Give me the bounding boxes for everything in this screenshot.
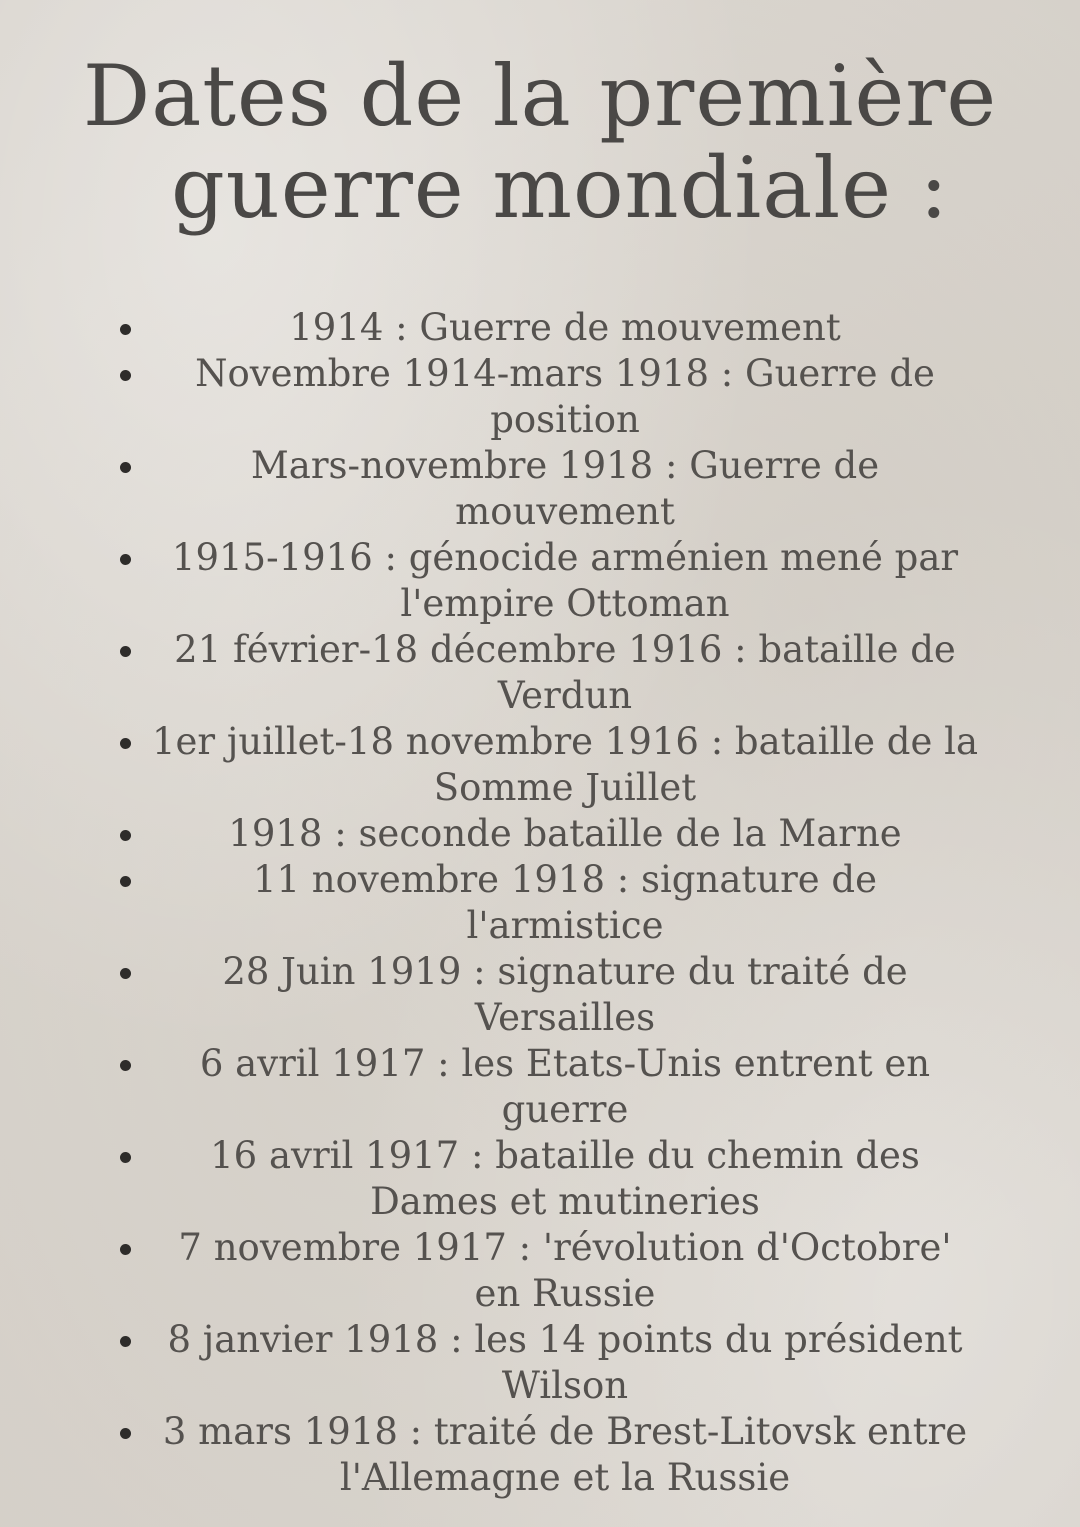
bullet-icon: [120, 876, 131, 887]
event-text: 8 janvier 1918 : les 14 points du président Wilson: [167, 1318, 963, 1407]
event-text: 21 février-18 décembre 1916 : bataille de Verdun: [174, 628, 956, 717]
events-list: [110, 305, 990, 1501]
event-text: 3 mars 1918 : traité de Brest-Litovsk entre l'Allemagne et la Russie: [162, 1410, 968, 1499]
list-item: [110, 443, 990, 535]
bullet-icon: [120, 1244, 131, 1255]
list-item: [110, 857, 990, 949]
list-item: [110, 627, 990, 719]
bullet-icon: [120, 462, 131, 473]
list-item: [110, 719, 990, 811]
bullet-icon: [120, 646, 131, 657]
page-title: [0, 0, 1080, 237]
event-text: 6 avril 1917 : les Etats-Unis entrent en guerre: [199, 1042, 931, 1131]
list-item: [110, 1041, 990, 1133]
bullet-icon: [120, 1152, 131, 1163]
list-item: [110, 1409, 990, 1501]
event-text: 7 novembre 1917 : 'révolution d'Octobre' en Russie: [178, 1226, 952, 1315]
list-item: [110, 305, 990, 351]
list-item: [110, 535, 990, 627]
list-item: [110, 949, 990, 1041]
bullet-icon: [120, 968, 131, 979]
list-item: [110, 351, 990, 443]
title-line-2: guerre mondiale :: [171, 139, 949, 237]
bullet-icon: [120, 554, 131, 565]
event-text: 1915-1916 : génocide arménien mené par l'empire Ottoman: [171, 536, 959, 625]
list-item: [110, 811, 990, 857]
list-item: [110, 1317, 990, 1409]
event-text: Mars-novembre 1918 : Guerre de mouvement: [250, 444, 880, 533]
bullet-icon: [120, 738, 131, 749]
list-item: [110, 1133, 990, 1225]
bullet-icon: [120, 1428, 131, 1439]
bullet-icon: [120, 324, 131, 335]
bullet-icon: [120, 1336, 131, 1347]
event-text: 1918 : seconde bataille de la Marne: [228, 812, 902, 855]
list-item: [110, 1225, 990, 1317]
event-text: 16 avril 1917 : bataille du chemin des Dames et mutineries: [210, 1134, 920, 1223]
bullet-icon: [120, 830, 131, 841]
event-text: 1er juillet-18 novembre 1916 : bataille de la Somme Juillet: [151, 720, 979, 809]
event-text: 1914 : Guerre de mouvement: [289, 306, 841, 349]
title-line-1: Dates de la première: [82, 47, 998, 145]
event-text: 11 novembre 1918 : signature de l'armistice: [252, 858, 878, 947]
bullet-icon: [120, 370, 131, 381]
event-text: Novembre 1914-mars 1918 : Guerre de position: [195, 352, 935, 441]
event-text: 28 Juin 1919 : signature du traité de Versailles: [222, 950, 908, 1039]
bullet-icon: [120, 1060, 131, 1071]
